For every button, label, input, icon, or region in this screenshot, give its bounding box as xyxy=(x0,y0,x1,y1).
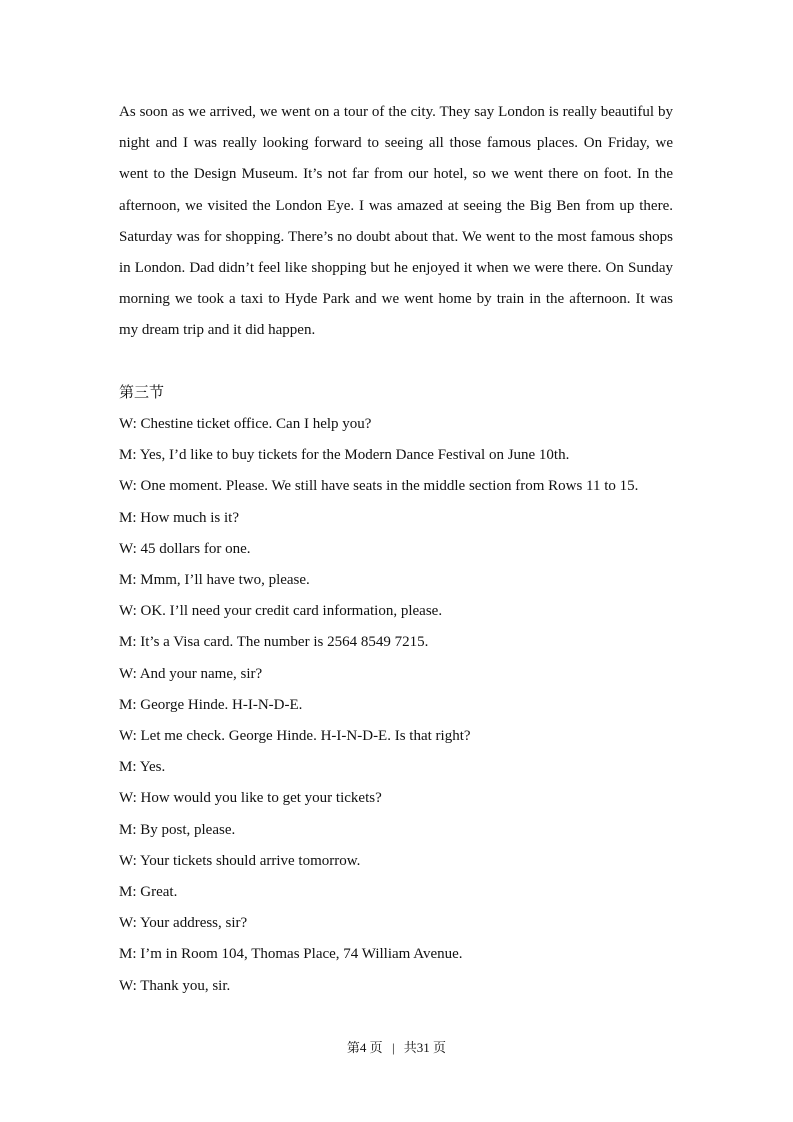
listening-passage: As soon as we arrived, we went on a tour of the city. They say London is really beautiful by night and I was really looking forward to seeing all those famous places. On Friday, we went to the Design Museum. It’s not far from our hotel, so we went there on foot. In the afternoon, we visited the London Eye. I was amazed at seeing the Big Ben from up there. Saturday was for shopping. There’s no doubt about that. We went to the most famous shops in London. Dad didn’t feel like shopping but he enjoyed it when we were there. On Sunday morning we took a taxi to Hyde Park and we went home by train in the afternoon. It was my dream trip and it did happen. xyxy=(119,104,673,339)
dialogue-line: M: It’s a Visa card. The number is 2564 8549 7215. xyxy=(119,634,429,651)
dialogue-line: W: OK. I’ll need your credit card information, please. xyxy=(119,603,443,620)
dialogue-line: M: I’m in Room 104, Thomas Place, 74 William Avenue. xyxy=(119,946,463,963)
dialogue-line: W: Your address, sir? xyxy=(119,915,248,932)
dialogue-line: W: Thank you, sir. xyxy=(119,977,231,994)
dialogue-line: M: Great. xyxy=(119,884,178,901)
dialogue-line: W: Let me check. George Hinde. H-I-N-D-E. Is that right? xyxy=(119,728,471,745)
dialogue-line: W: How would you like to get your tickets? xyxy=(119,790,382,807)
footer-separator: | xyxy=(391,1040,395,1055)
dialogue-line: M: By post, please. xyxy=(119,821,236,838)
dialogue-line: M: Yes. xyxy=(119,759,166,776)
dialogue-line: M: Mmm, I’ll have two, please. xyxy=(119,572,310,589)
dialogue-transcript xyxy=(119,409,673,1002)
dialogue-line: M: George Hinde. H-I-N-D-E. xyxy=(119,696,303,713)
dialogue-line: W: 45 dollars for one. xyxy=(119,540,251,557)
page-footer xyxy=(0,1038,793,1058)
dialogue-line: M: Yes, I’d like to buy tickets for the Modern Dance Festival on June 10th. xyxy=(119,447,570,464)
dialogue-line: W: Your tickets should arrive tomorrow. xyxy=(119,852,361,869)
section-heading: 第三节 xyxy=(119,385,165,401)
current-page-number: 第4 页 xyxy=(346,1040,383,1055)
dialogue-line: W: Chestine ticket office. Can I help you? xyxy=(119,416,372,432)
dialogue-line: W: One moment. Please. We still have seats in the middle section from Rows 11 to 15. xyxy=(119,478,639,495)
dialogue-line: M: How much is it? xyxy=(119,509,239,526)
total-page-count: 共31 页 xyxy=(403,1040,447,1055)
dialogue-line: W: And your name, sir? xyxy=(119,665,263,682)
